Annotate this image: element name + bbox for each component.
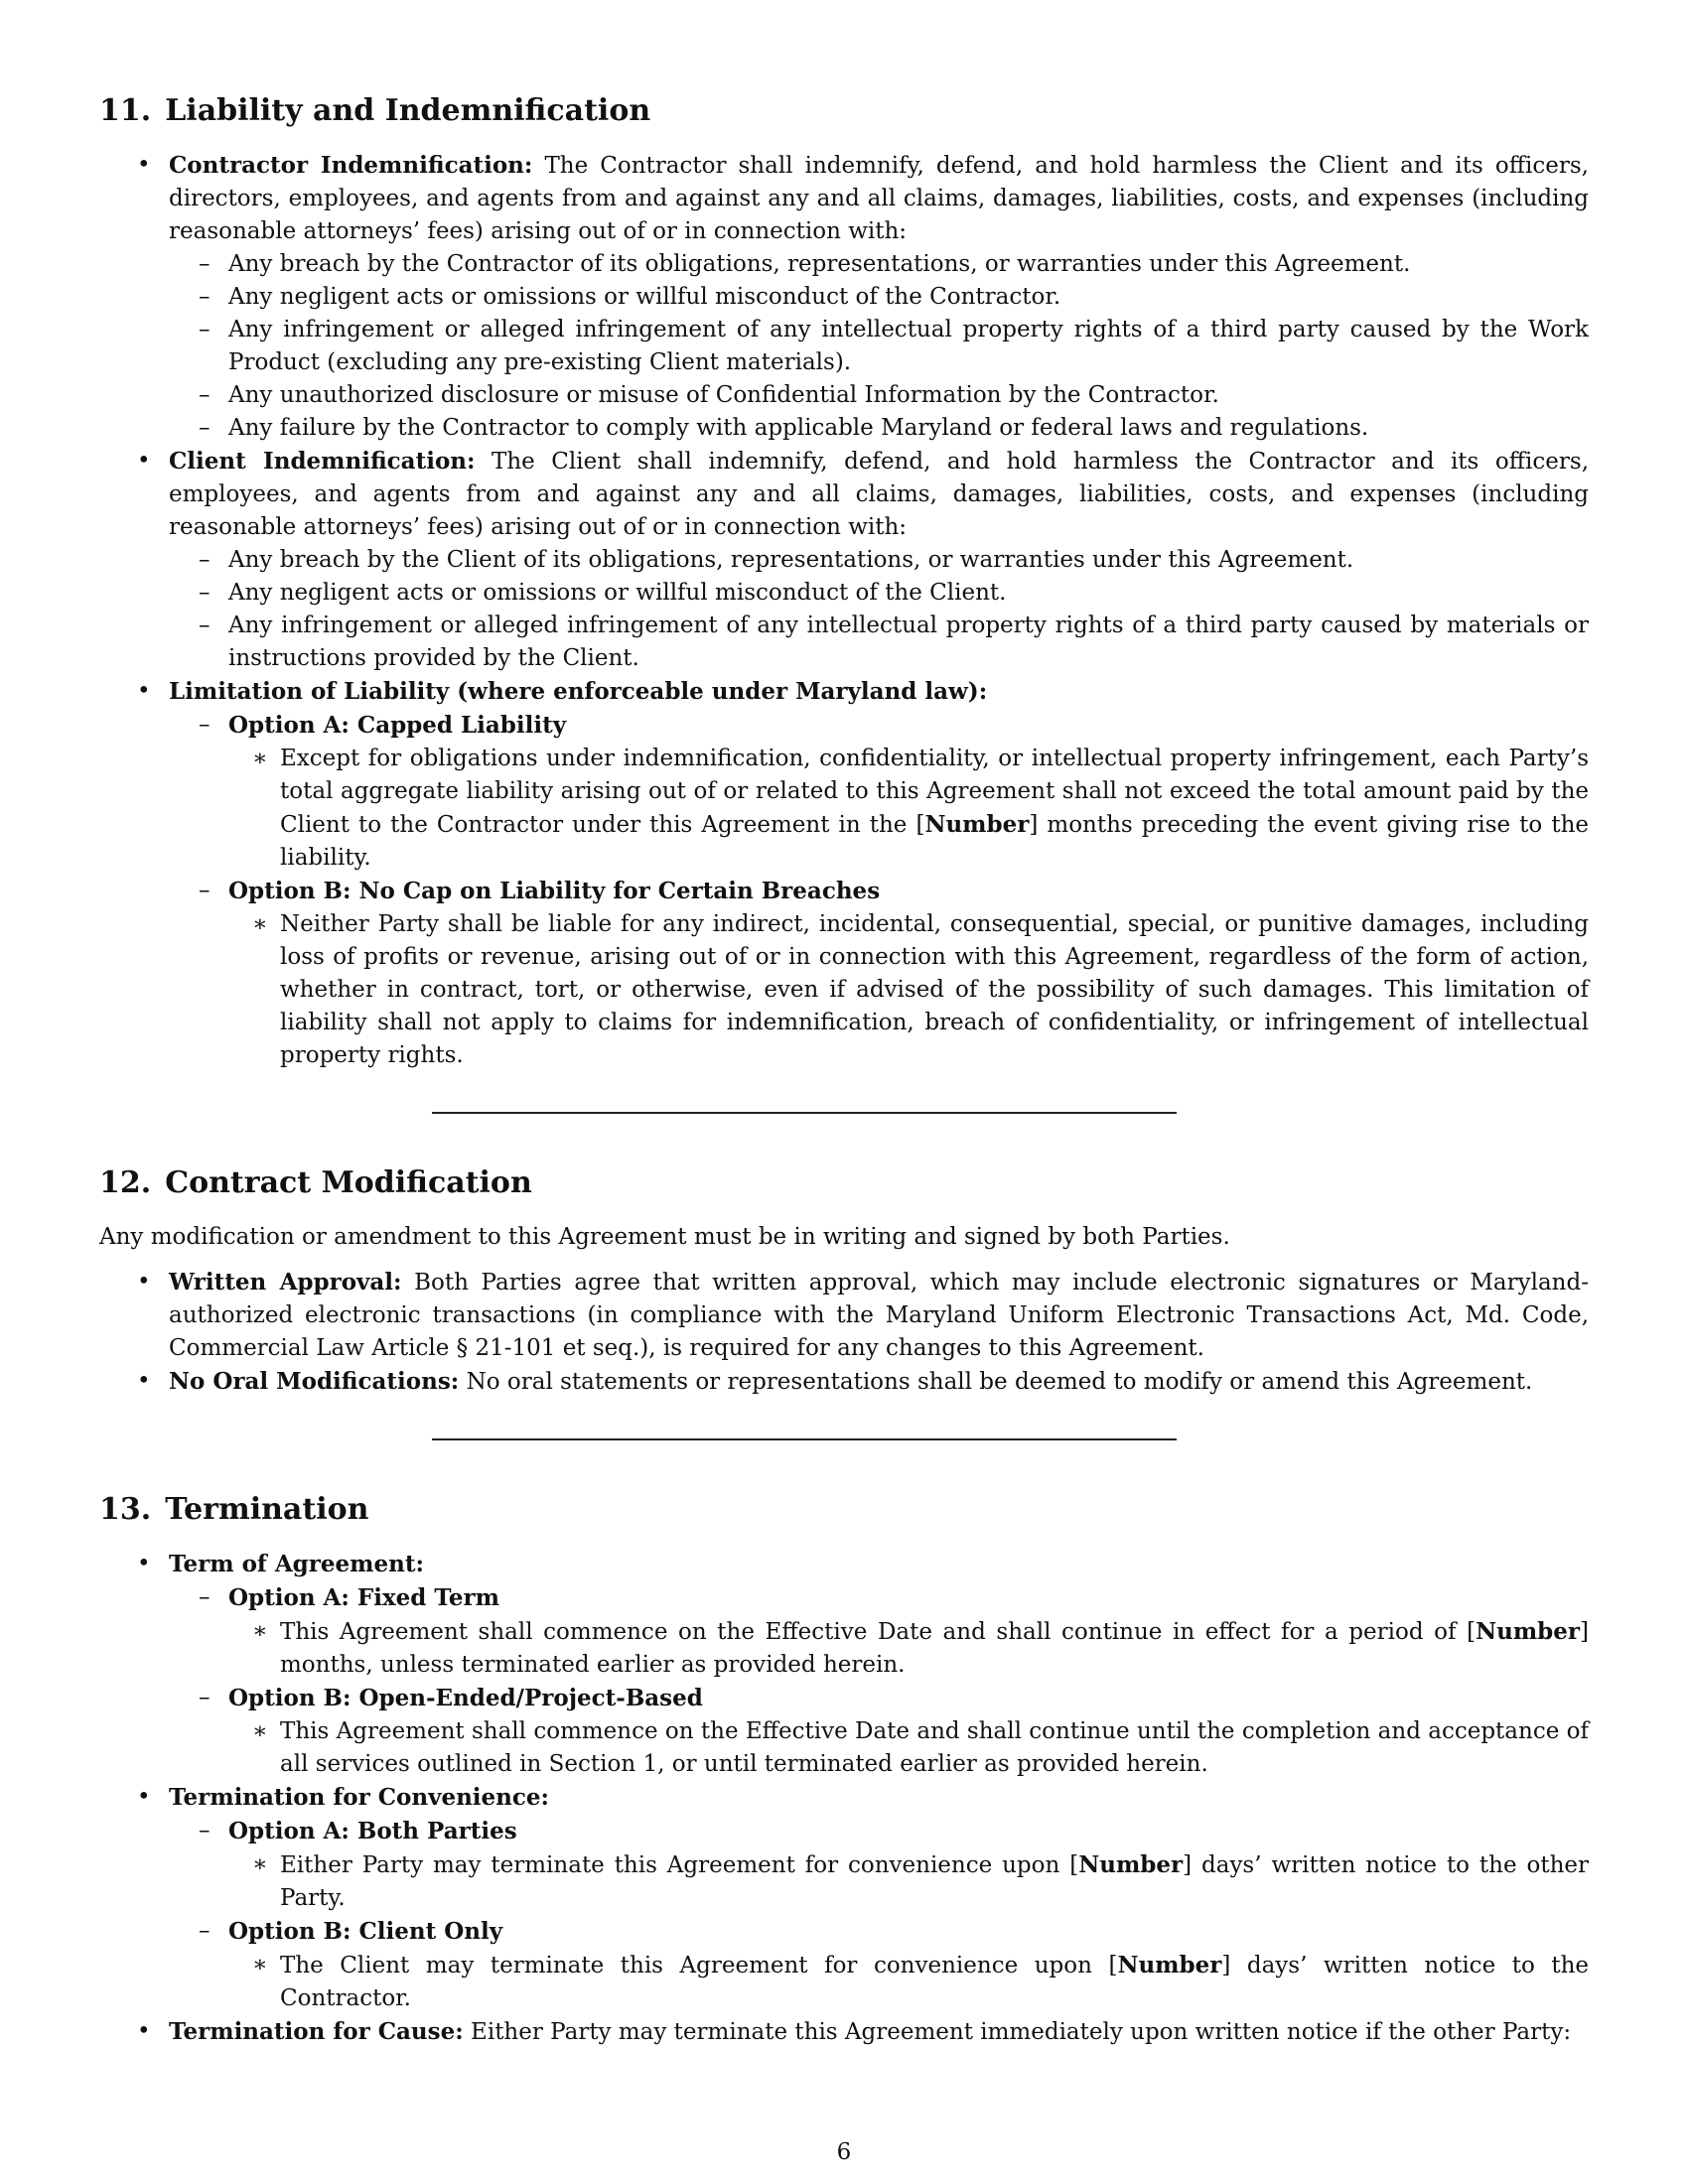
list-item: – Any infringement or alleged infringement of any intellectual property rights of a third party caused by the Work Product (excluding any pre-existing Client materials). (169, 314, 1589, 379)
list-item: – Any infringement or alleged infringement of any intellectual property rights of a third party caused by materials or instructions provided by the Client. (169, 610, 1589, 675)
list-item: – Any breach by the Contractor of its obligations, representations, or warranties under this Agreement. (169, 248, 1589, 281)
list-item: ∗ Neither Party shall be liable for any indirect, incidental, consequential, special, or punitive damages, including loss of profits or revenue, arising out of or in connection with this Agreement, regardless of the form of action, whether in contract, tort, or otherwise, even if advised of the possibility of such damages. This limitation of liability shall not apply to claims for indemnification, breach of confidentiality, or infringement of intellectual property rights. (228, 908, 1589, 1072)
list-item: ∗ Except for obligations under indemnification, confidentiality, or intellectual property infringement, each Party’s total aggregate liability arising out of or related to this Agreement shall not exceed the total amount paid by the Client to the Contractor under this Agreement in the [Number] months preceding the event giving rise to the liability. (228, 743, 1589, 875)
document-page (99, 89, 1589, 2049)
number-placeholder: Number (924, 811, 1030, 838)
list-item: – Any failure by the Contractor to comply with applicable Maryland or federal laws and regulations. (169, 412, 1589, 445)
termination-for-convenience: • Termination for Convenience: – Option A: Both Parties ∗ Either Party may terminate this Agreement for convenience upon [Number] days’ written notice to the other Party. – Option B: Client Only ∗ The Client may terminate this Agreement for convenience upon [Number] days’ written notice to the Contractor. (99, 1781, 1589, 2015)
list-item: – Any unauthorized disclosure or misuse of Confidential Information by the Contractor. (169, 379, 1589, 412)
section-number: 13. (99, 1492, 152, 1527)
option-b-no-cap: – Option B: No Cap on Liability for Certain Breaches ∗ Neither Party shall be liable for any indirect, incidental, consequential, special, or punitive damages, including loss of profits or revenue, arising out of or in connection with this Agreement, regardless of the form of action, whether in contract, tort, or otherwise, even if advised of the possibility of such damages. This limitation of liability shall not apply to claims for indemnification, breach of confidentiality, or infringement of intellectual property rights. (169, 875, 1589, 1072)
list-item: ∗ This Agreement shall commence on the Effective Date and shall continue in effect for a period of [Number] months, unless terminated earlier as provided herein. (228, 1615, 1589, 1682)
section-12-list (99, 1266, 1589, 1399)
list-item: – Any negligent acts or omissions or willful misconduct of the Client. (169, 577, 1589, 610)
contractor-indemnification: • Contractor Indemnification: The Contractor shall indemnify, defend, and hold harmless the Client and its officers, directors, employees, and agents from and against any and all claims, damages, liabilities, costs, and expenses (including reasonable attorneys’ fees) arising out of or in connection with: – Any breach by the Contractor of its obligations, representations, or warranties under this Agreement. – Any negligent acts or omissions or willful misconduct of the Contractor. – Any infringement or alleged infringement of any intellectual property rights of a third party caused by the Work Product (excluding any pre-existing Client materials). – Any unauthorized disclosure or misuse of Confidential Information by the Contractor. – Any failure by the Contractor to comply with applicable Maryland or federal laws and regulations. (99, 149, 1589, 445)
option-b-open-ended: – Option B: Open-Ended/Project-Based ∗ This Agreement shall commence on the Effective Date and shall continue until the completion and acceptance of all services outlined in Section 1, or until terminated earlier as provided herein. (169, 1682, 1589, 1781)
section-title: Contract Modification (165, 1165, 532, 1200)
option-a-capped-liability: – Option A: Capped Liability ∗ Except for obligations under indemnification, confidentiality, or intellectual property infringement, each Party’s total aggregate liability arising out of or related to this Agreement shall not exceed the total amount paid by the Client to the Contractor under this Agreement in the [Number] months preceding the event giving rise to the liability. (169, 709, 1589, 875)
termination-for-cause: • Termination for Cause: Either Party may terminate this Agreement immediately upon written notice if the other Party: (99, 2015, 1589, 2049)
section-13-list (99, 1548, 1589, 2049)
list-item: – Any negligent acts or omissions or willful misconduct of the Contractor. (169, 281, 1589, 314)
number-placeholder: Number (1117, 1952, 1222, 1979)
list-item: – Any breach by the Client of its obligations, representations, or warranties under this Agreement. (169, 544, 1589, 577)
section-divider (432, 1438, 1177, 1440)
section-11-heading (99, 89, 1589, 133)
section-12-heading (99, 1161, 1589, 1205)
number-placeholder: Number (1078, 1851, 1184, 1878)
page-number: 6 (836, 2139, 852, 2165)
no-oral-modifications: • No Oral Modifications: No oral statements or representations shall be deemed to modify or amend this Agreement. (99, 1365, 1589, 1399)
term-of-agreement: • Term of Agreement: – Option A: Fixed Term ∗ This Agreement shall commence on the Effective Date and shall continue in effect for a period of [Number] months, unless terminated earlier as provided herein. – Option B: Open-Ended/Project-Based ∗ This Agreement shall commence on the Effective Date and shall continue until the completion and acceptance of all services outlined in Section 1, or until terminated earlier as provided herein. (99, 1548, 1589, 1781)
section-title: Termination (165, 1492, 369, 1527)
section-13-heading (99, 1488, 1589, 1532)
section-title: Liability and Indemnification (165, 93, 651, 128)
section-12-intro: Any modification or amendment to this Agreement must be in writing and signed by both Parties. (99, 1224, 1230, 1250)
section-number: 11. (99, 93, 152, 128)
list-item: ∗ This Agreement shall commence on the Effective Date and shall continue until the completion and acceptance of all services outlined in Section 1, or until terminated earlier as provided herein. (228, 1715, 1589, 1781)
section-divider (432, 1112, 1177, 1114)
section-11-list (99, 149, 1589, 1072)
limitation-of-liability: • Limitation of Liability (where enforceable under Maryland law): – Option A: Capped Liability ∗ Except for obligations under indemnification, confidentiality, or intellectual property infringement, each Party’s total aggregate liability arising out of or related to this Agreement shall not exceed the total amount paid by the Client to the Contractor under this Agreement in the [Number] months preceding the event giving rise to the liability. – Option B: No Cap on Liability for Certain Breaches ∗ Neither Party shall be liable for any indirect, incidental, consequential, special, or punitive damages, including loss of profits or revenue, arising out of or in connection with this Agreement, regardless of the form of action, whether in contract, tort, or otherwise, even if advised of the possibility of such damages. This limitation of liability shall not apply to claims for indemnification, breach of confidentiality, or infringement of intellectual property rights. (99, 675, 1589, 1072)
list-item: ∗ Either Party may terminate this Agreement for convenience upon [Number] days’ written notice to the other Party. (228, 1848, 1589, 1915)
list-item: ∗ The Client may terminate this Agreement for convenience upon [Number] days’ written notice to the Contractor. (228, 1949, 1589, 2015)
client-indemnification: • Client Indemnification: The Client shall indemnify, defend, and hold harmless the Contractor and its officers, employees, and agents from and against any and all claims, damages, liabilities, costs, and expenses (including reasonable attorneys’ fees) arising out of or in connection with: – Any breach by the Client of its obligations, representations, or warranties under this Agreement. – Any negligent acts or omissions or willful misconduct of the Client. – Any infringement or alleged infringement of any intellectual property rights of a third party caused by materials or instructions provided by the Client. (99, 445, 1589, 675)
section-number: 12. (99, 1165, 152, 1200)
option-b-client-only: – Option B: Client Only ∗ The Client may terminate this Agreement for convenience upon [Number] days’ written notice to the Contractor. (169, 1915, 1589, 2015)
written-approval: • Written Approval: Both Parties agree that written approval, which may include electronic signatures or Maryland-authorized electronic transactions (in compliance with the Maryland Uniform Electronic Transactions Act, Md. Code, Commercial Law Article § 21-101 et seq.), is required for any changes to this Agreement. (99, 1266, 1589, 1365)
option-a-both-parties: – Option A: Both Parties ∗ Either Party may terminate this Agreement for convenience upon [Number] days’ written notice to the other Party. (169, 1815, 1589, 1915)
option-a-fixed-term: – Option A: Fixed Term ∗ This Agreement shall commence on the Effective Date and shall continue in effect for a period of [Number] months, unless terminated earlier as provided herein. (169, 1581, 1589, 1682)
number-placeholder: Number (1476, 1618, 1581, 1645)
